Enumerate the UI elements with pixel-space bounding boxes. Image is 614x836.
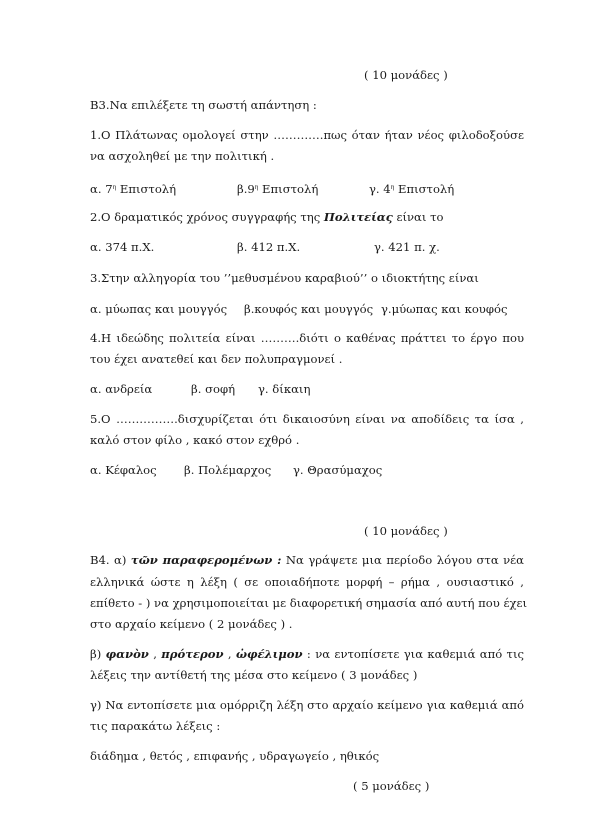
q2-option-b: β. 412 π.Χ.: [237, 240, 301, 254]
q2-text: 2.Ο δραματικός χρόνος συγγραφής της Πολιτείας είναι το: [90, 210, 444, 224]
q1-option-a: α. $7^\eta$ Επιστολή: [90, 182, 177, 196]
q3-option-a: α. μύωπας και μουγγός: [90, 302, 228, 316]
b3-heading: Β3.Να επιλέξετε τη σωστή απάντηση :: [90, 98, 317, 112]
b4a-line3: επίθετο - ) να χρησιμοποιείται με διαφορετική σημασία από αυτή που έχει: [90, 596, 528, 610]
q4-option-a: α. ανδρεία: [90, 382, 153, 396]
q5-option-a: α. Κέφαλος: [90, 463, 157, 477]
q1-text-line2: να ασχοληθεί με την πολιτική .: [90, 149, 275, 163]
b4-marks: ( 10 μονάδες ): [364, 524, 448, 538]
q1-option-b: $\beta.9^\eta$ Επιστολή: [237, 182, 319, 196]
b4c-word-list: διάδημα , θετός , επιφανής , υδραγωγείο , ηθικός: [90, 749, 380, 763]
q2-emphasis: Πολιτείας: [323, 210, 393, 224]
b4b-word-3: ὠφέλιμον: [235, 647, 303, 661]
q4-option-b: β. σοφή: [191, 382, 236, 396]
q1-option-c: γ. $4^\eta$ Επιστολή: [369, 182, 455, 196]
q4-text-line1: 4.Η ιδεώδης πολιτεία είναι ……….διότι ο καθένας πράττει το έργο που: [90, 331, 524, 345]
b4c-line1: γ) Να εντοπίσετε μια ομόρριζη λέξη στο αρχαίο κείμενο για καθεμιά από: [90, 698, 524, 712]
q2-option-a: α. 374 π.Χ.: [90, 240, 155, 254]
b4a-line1: Β4. α) τῶν παραφερομένων : Να γράψετε μια περίοδο λόγου στα νέα: [90, 553, 525, 567]
b4b-line1: β) φανὸν , πρότερον , ὠφέλιμον : να εντοπίσετε για καθεμιά από τις: [90, 647, 525, 661]
q4-text-line2: του έχει ανατεθεί και δεν πολυπραγμονεί .: [90, 352, 343, 366]
q3-option-b: β.κουφός και μουγγός: [244, 302, 374, 316]
q3-text: 3.Στην αλληγορία του ’’μεθυσμένου καραβιού’’ ο ιδιοκτήτης είναι: [90, 271, 479, 285]
q3-option-c: γ.μύωπας και κουφός: [381, 302, 508, 316]
q1-text-line1: 1.Ο Πλάτωνας ομολογεί στην ………….πως όταν ήταν νέος φιλοδοξούσε: [90, 128, 524, 142]
b4a-line4: στο αρχαίο κείμενο ( 2 μονάδες ) .: [90, 617, 293, 631]
b4b-word-1: φανὸν: [105, 647, 149, 661]
q5-text-line1: 5.Ο …………….δισχυρίζεται ότι δικαιοσύνη είναι να αποδίδεις τα ίσα ,: [90, 412, 524, 426]
b3-marks: ( 10 μονάδες ): [364, 68, 448, 82]
q2-option-c: γ. 421 π. χ.: [374, 240, 440, 254]
b4b-word-2: πρότερον: [161, 647, 224, 661]
bottom-marks: ( 5 μονάδες ): [353, 779, 430, 793]
q4-option-c: γ. δίκαιη: [258, 382, 311, 396]
q5-text-line2: καλό στον φίλο , κακό στον εχθρό .: [90, 433, 300, 447]
b4b-line2: λέξεις την αντίθετή της μέσα στο κείμενο ( 3 μονάδες ): [90, 668, 418, 682]
q5-option-c: γ. Θρασύμαχος: [293, 463, 383, 477]
q5-option-b: β. Πολέμαρχος: [184, 463, 272, 477]
b4a-emphasis: τῶν παραφερομένων :: [130, 553, 282, 567]
b4a-line2: ελληνικά ώστε η λέξη ( σε οποιαδήποτε μορφή – ρήμα , ουσιαστικό ,: [90, 575, 524, 589]
b4c-line2: τις παρακάτω λέξεις :: [90, 719, 221, 733]
